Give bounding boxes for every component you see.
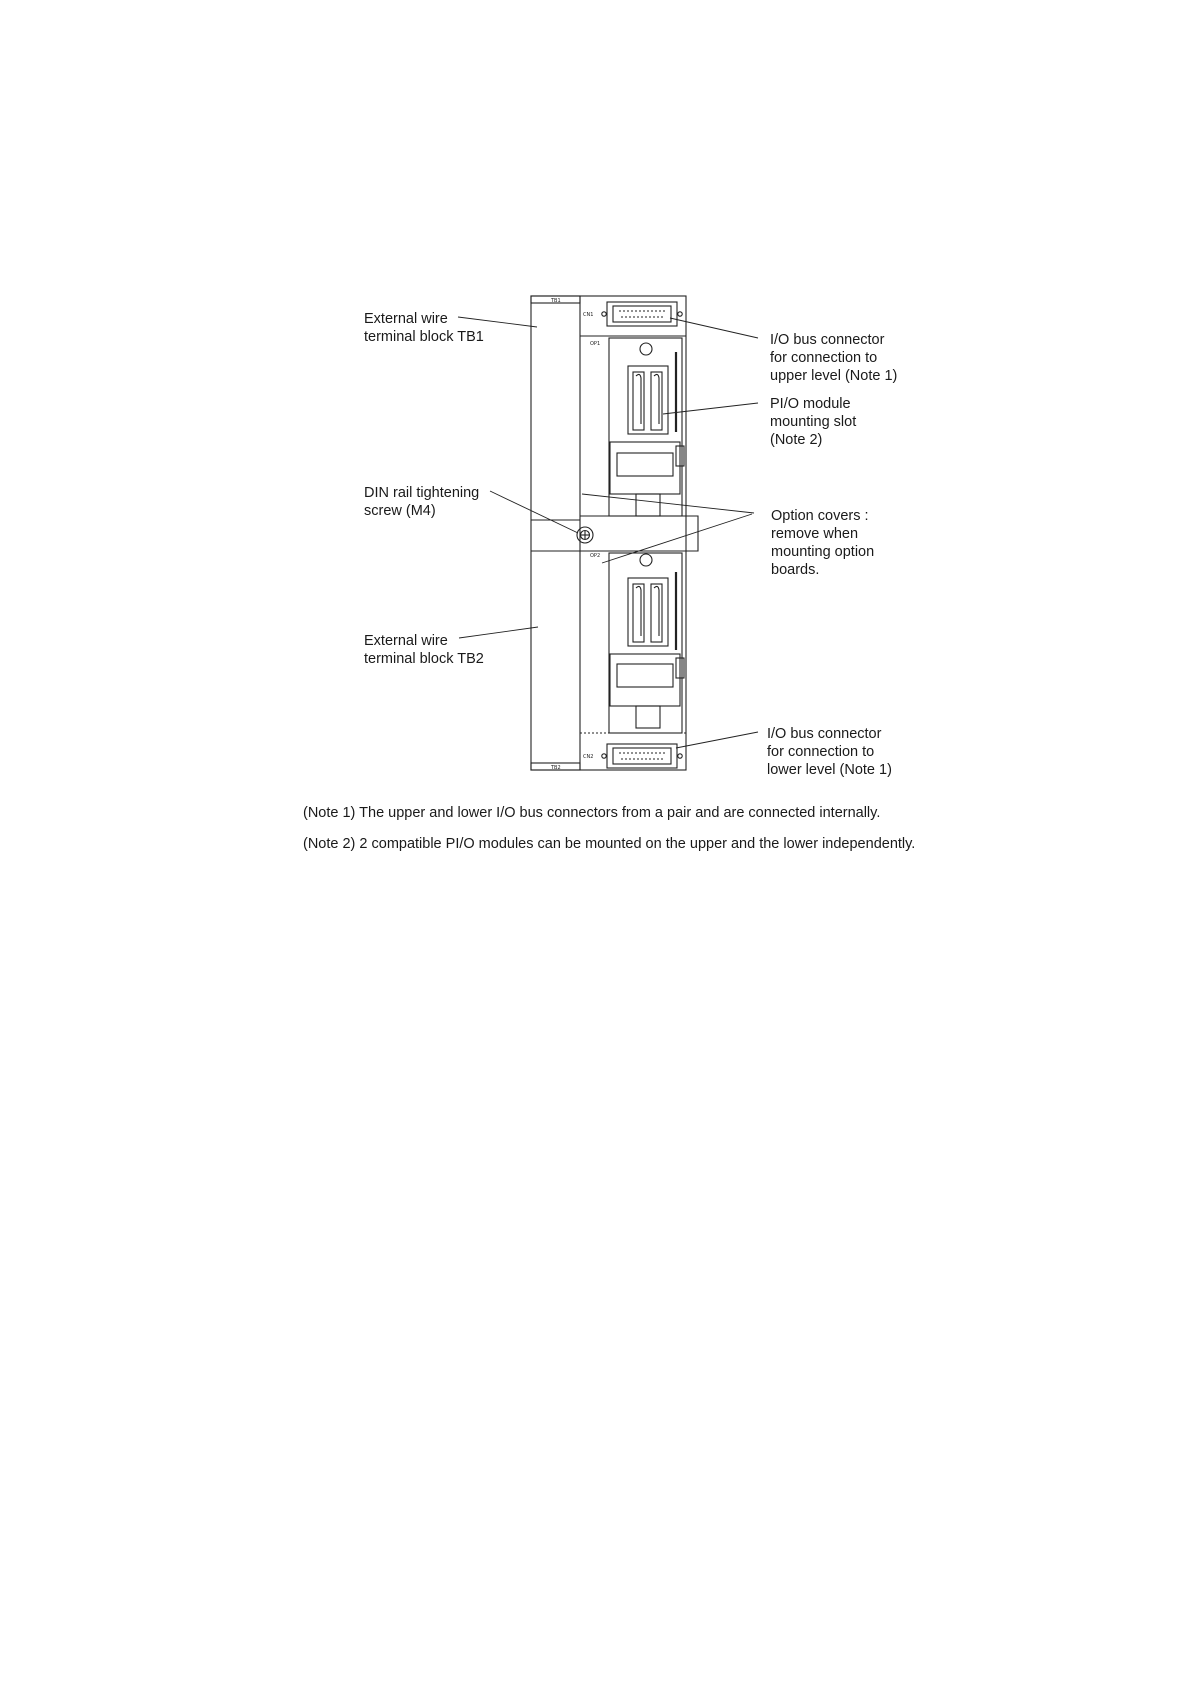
leader-pio — [663, 403, 758, 414]
note-1: (Note 1) The upper and lower I/O bus connectors from a pair and are connected internally. — [303, 805, 881, 821]
label-cn-upper: I/O bus connector for connection to upper level (Note 1) — [770, 332, 898, 384]
leader-din — [490, 491, 578, 533]
tb2-marking: TB2 — [551, 765, 561, 771]
op1-marking: OP1 — [590, 341, 601, 347]
cn1-marking: CN1 — [583, 312, 594, 318]
cn2-marking: CN2 — [583, 754, 594, 760]
leader-option-a — [582, 494, 754, 513]
lower-label-window — [610, 654, 680, 706]
label-option-covers: Option covers : remove when mounting option boards. — [771, 508, 875, 578]
note-2: (Note 2) 2 compatible PI/O modules can be mounted on the upper and the lower independently. — [303, 836, 916, 852]
upper-label-window — [610, 442, 680, 494]
label-pio-slot: PI/O module mounting slot (Note 2) — [770, 396, 857, 448]
op2-marking: OP2 — [590, 553, 601, 559]
leader-option-b — [602, 514, 752, 563]
leader-cn-lower — [676, 732, 758, 748]
label-tb2: External wire terminal block TB2 — [364, 633, 484, 667]
label-tb1: External wire terminal block TB1 — [364, 311, 484, 345]
tb1-marking: TB1 — [551, 298, 561, 304]
label-din-screw: DIN rail tightening screw (M4) — [364, 485, 480, 519]
label-cn-lower: I/O bus connector for connection to lower level (Note 1) — [767, 726, 892, 778]
upper-option-cover — [609, 338, 682, 516]
leader-cn-upper — [670, 318, 758, 338]
